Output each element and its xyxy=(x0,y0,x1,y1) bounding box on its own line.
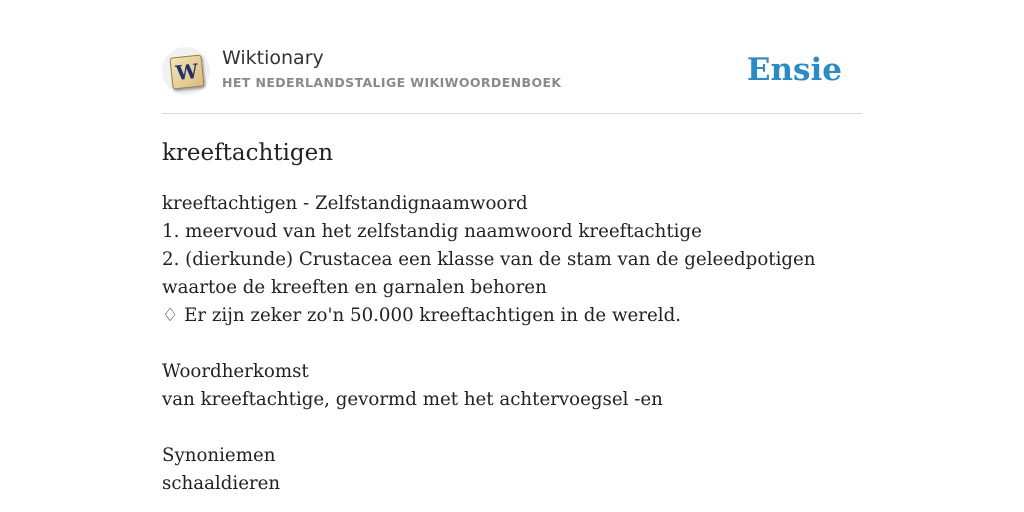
page-title: kreeftachtigen xyxy=(162,140,334,166)
spacer xyxy=(162,330,852,358)
definition-2: 2. (dierkunde) Crustacea een klasse van de stam van de geleedpotigen waartoe de kreeften en garnalen behoren xyxy=(162,249,816,298)
site-header xyxy=(162,0,862,114)
wiktionary-logo[interactable] xyxy=(162,47,210,95)
ensie-logo-link[interactable]: Ensie xyxy=(746,52,842,88)
site-subtitle: HET NEDERLANDSTALIGE WIKIWOORDENBOEK xyxy=(222,75,562,90)
site-title[interactable]: Wiktionary xyxy=(222,47,324,69)
etymology-text: van kreeftachtige, gevormd met het achtervoegsel -en xyxy=(162,389,663,410)
synonyms-text: schaaldieren xyxy=(162,473,281,494)
definition-1: 1. meervoud van het zelfstandig naamwoord kreeftachtige xyxy=(162,221,702,242)
synonyms-heading: Synoniemen xyxy=(162,445,276,466)
spacer xyxy=(162,414,852,442)
entry-heading-line: kreeftachtigen - Zelfstandignaamwoord xyxy=(162,193,528,214)
etymology-heading: Woordherkomst xyxy=(162,361,309,382)
page xyxy=(162,0,862,494)
wiktionary-logo-icon: W xyxy=(169,54,204,89)
entry-content xyxy=(162,190,852,498)
example-sentence: ♢ Er zijn zeker zo'n 50.000 kreeftachtigen in de wereld. xyxy=(162,305,682,326)
